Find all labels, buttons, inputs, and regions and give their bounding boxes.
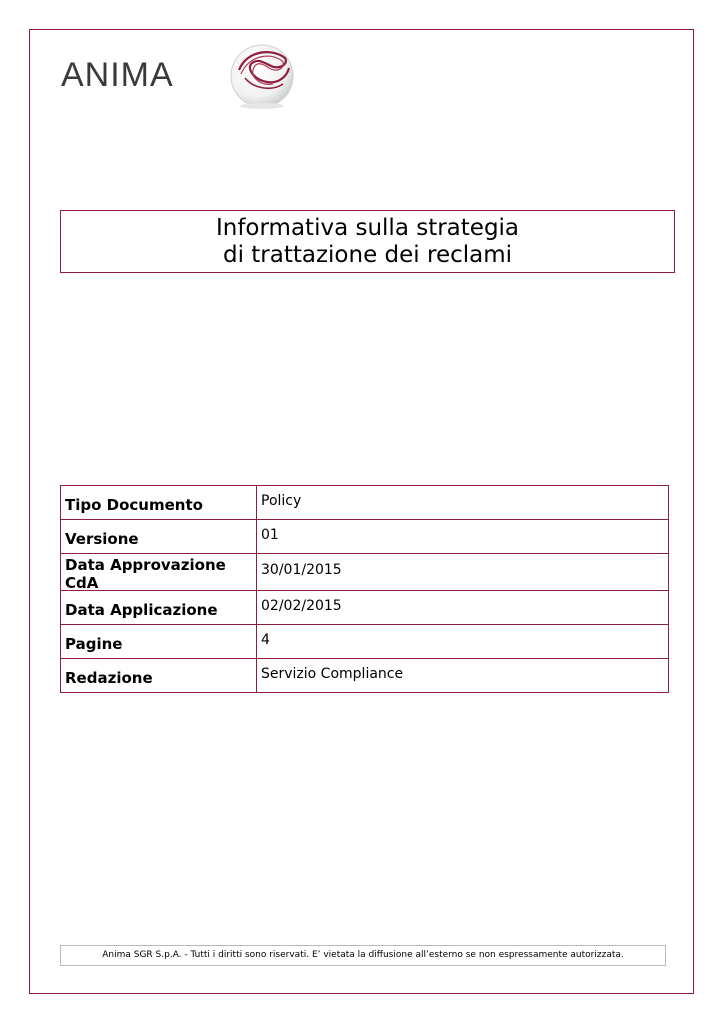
field-value: Policy — [261, 492, 302, 509]
table-row — [61, 554, 669, 591]
table-row — [61, 520, 669, 554]
field-label: Pagine — [65, 634, 123, 653]
table-row — [61, 486, 669, 520]
copyright-footer: Anima SGR S.p.A. - Tutti i diritti sono riservati. E’ vietata la diffusione all’esterno se non espressamente autorizzata. — [60, 945, 666, 966]
table-value-cell — [257, 659, 669, 693]
field-label: Versione — [65, 529, 139, 548]
field-label: Tipo Documento — [65, 495, 203, 514]
field-label: Data Approvazione CdA — [65, 556, 226, 592]
table-label-cell — [61, 520, 257, 554]
document-info-table — [60, 485, 669, 693]
anima-swirl-logo-icon — [227, 40, 297, 110]
table-row — [61, 591, 669, 625]
field-value: Servizio Compliance — [261, 665, 404, 682]
anima-logo — [61, 40, 301, 114]
table-label-cell — [61, 554, 257, 591]
table-value-cell — [257, 591, 669, 625]
table-value-cell — [257, 554, 669, 591]
table-row — [61, 625, 669, 659]
field-value: 30/01/2015 — [261, 562, 342, 578]
logo-wordmark: ANIMA — [61, 56, 174, 94]
table-label-cell — [61, 625, 257, 659]
table-value-cell — [257, 486, 669, 520]
field-value: 4 — [261, 631, 270, 648]
document-title-line-2: di trattazione dei reclami — [222, 242, 513, 268]
field-label: Redazione — [65, 668, 153, 687]
document-title-line-1: Informativa sulla strategia — [215, 215, 520, 241]
table-row — [61, 659, 669, 693]
table-value-cell — [257, 625, 669, 659]
table-label-cell — [61, 591, 257, 625]
table-label-cell — [61, 486, 257, 520]
field-label: Data Applicazione — [65, 600, 218, 619]
table-value-cell — [257, 520, 669, 554]
table-label-cell — [61, 659, 257, 693]
field-value: 02/02/2015 — [261, 597, 342, 614]
field-value: 01 — [261, 526, 279, 543]
document-title-box — [60, 210, 675, 273]
